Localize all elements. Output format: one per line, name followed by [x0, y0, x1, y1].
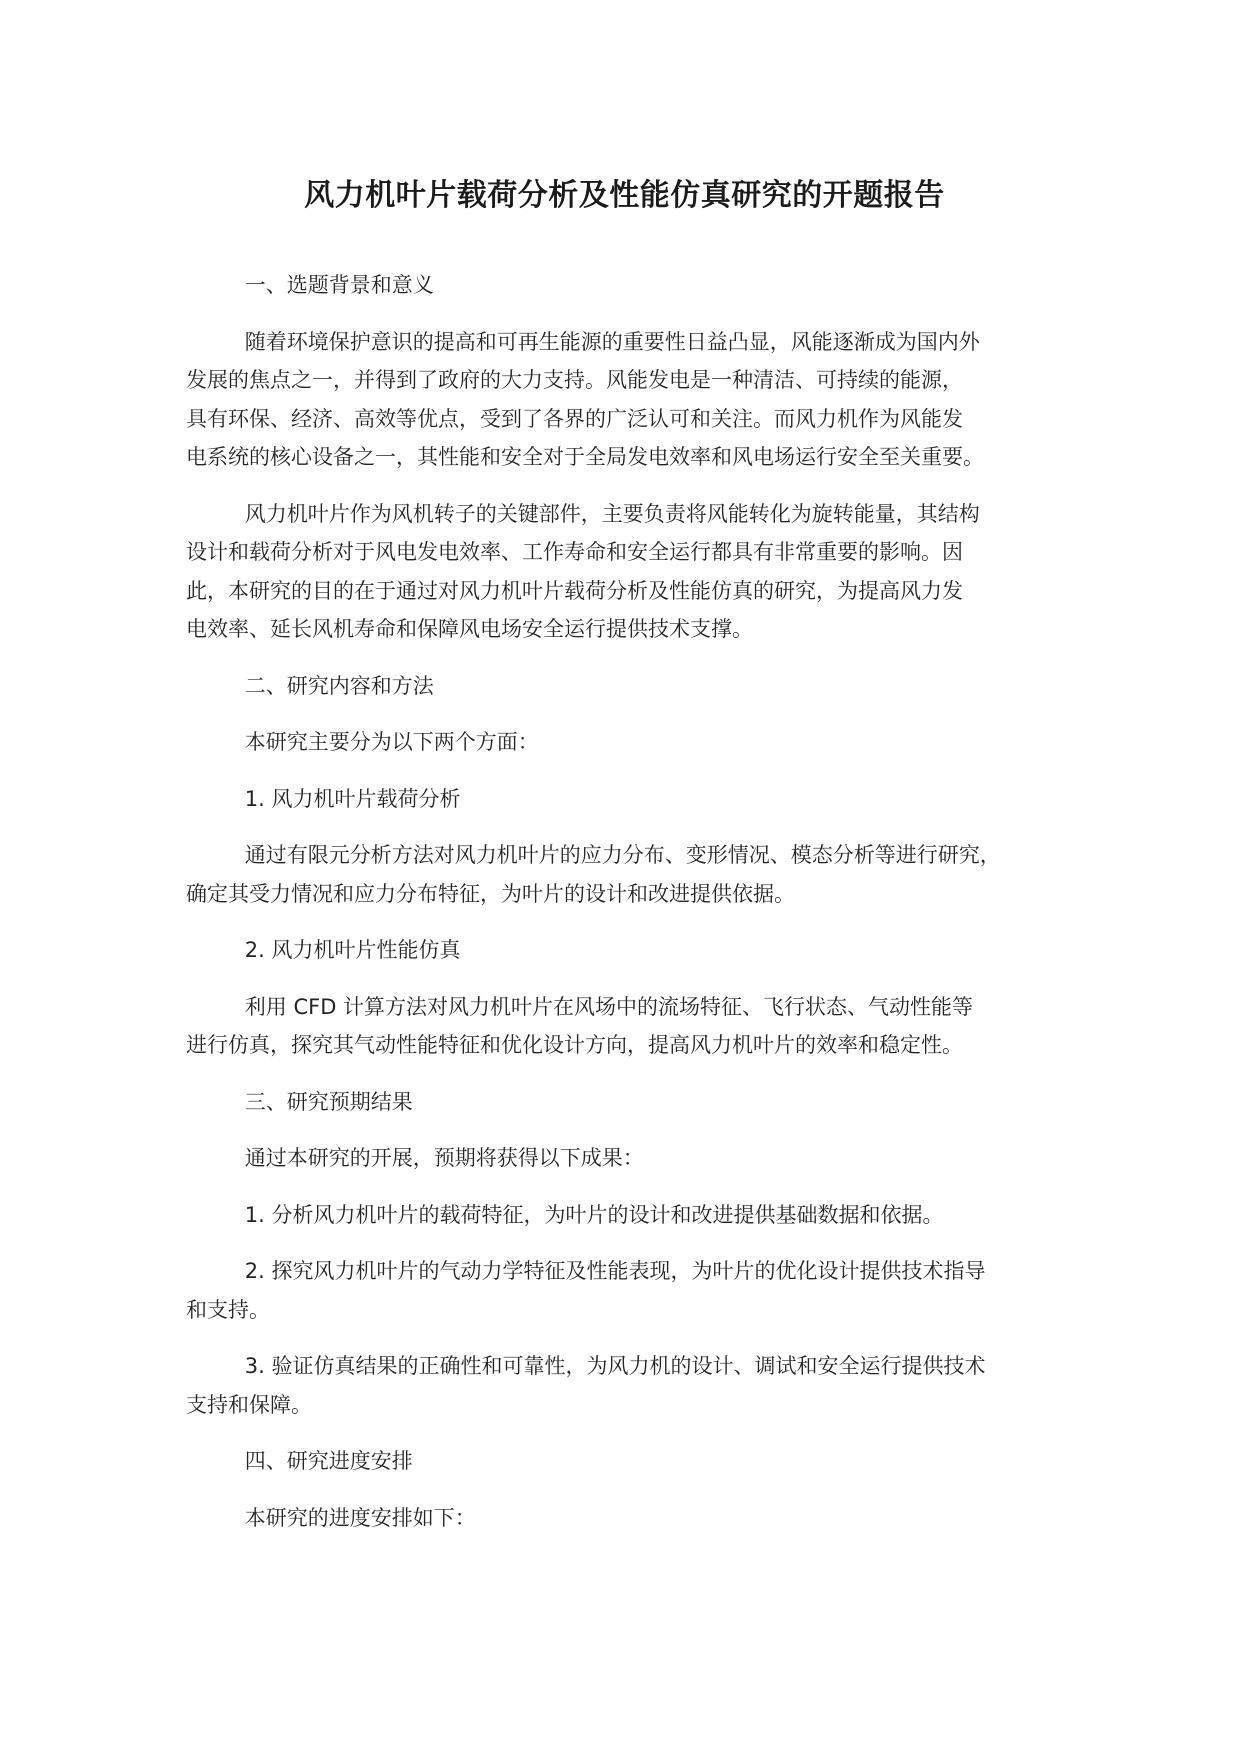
- paragraph-line: 电系统的核心设备之一，其性能和安全对于全局发电效率和风电场运行安全至关重要。: [186, 445, 984, 469]
- paragraph-line: 此，本研究的目的在于通过对风力机叶片载荷分析及性能仿真的研究，为提高风力发: [186, 578, 963, 603]
- section-intro-expected-results: 通过本研究的开展，预期将获得以下成果：: [244, 1146, 644, 1170]
- result-item-1: [186, 1196, 1063, 1235]
- section-intro-schedule: 本研究的进度安排如下：: [244, 1505, 476, 1530]
- paragraph-line: 1. 分析风力机叶片的载荷特征，为叶片的设计和改进提供基础数据和依据。: [244, 1202, 944, 1227]
- method-item-description-performance-simulation: [186, 988, 1063, 1065]
- paragraph-line: 具有环保、经济、高效等优点，受到了各界的广泛认可和关注。而风力机作为风能发: [186, 406, 963, 431]
- paragraph-line: 3. 验证仿真结果的正确性和可靠性，为风力机的设计、调试和安全运行提供技术: [244, 1354, 986, 1378]
- paragraph-background-1: [186, 323, 1063, 477]
- result-item-3: [186, 1347, 1063, 1424]
- paragraph-line: 通过有限元分析方法对风力机叶片的应力分布、变形情况、模态分析等进行研究，: [244, 843, 1001, 867]
- paragraph-line: 随着环境保护意识的提高和可再生能源的重要性日益凸显，风能逐渐成为国内外: [244, 329, 980, 354]
- paragraph-line: 设计和载荷分析对于风电发电效率、工作寿命和安全运行都具有非常重要的影响。因: [186, 540, 963, 564]
- paragraph-line: 进行仿真，探究其气动性能特征和优化设计方向，提高风力机叶片的效率和稳定性。: [186, 1033, 963, 1057]
- paragraph-line: 支持和保障。: [186, 1392, 312, 1417]
- result-item-2: [186, 1252, 1063, 1329]
- paragraph-background-2: [186, 495, 1063, 649]
- method-item-label-load-analysis: 1. 风力机叶片载荷分析: [244, 786, 461, 811]
- paragraph-line: 确定其受力情况和应力分布特征，为叶片的设计和改进提供依据。: [186, 881, 795, 906]
- paragraph-line: 电效率、延长风机寿命和保障风电场安全运行提供技术支撑。: [186, 617, 753, 641]
- section-heading-content-methods: 二、研究内容和方法: [244, 673, 434, 698]
- section-intro-content-methods: 本研究主要分为以下两个方面：: [244, 730, 539, 754]
- document-title: 风力机叶片载荷分析及性能仿真研究的开题报告: [304, 178, 945, 213]
- section-heading-schedule: 四、研究进度安排: [244, 1449, 413, 1473]
- section-heading-expected-results: 三、研究预期结果: [244, 1089, 413, 1114]
- paragraph-line: 和支持。: [186, 1297, 270, 1322]
- method-item-label-performance-simulation: 2. 风力机叶片性能仿真: [244, 938, 461, 962]
- paragraph-line: 2. 探究风力机叶片的气动力学特征及性能表现，为叶片的优化设计提供技术指导: [244, 1259, 986, 1283]
- paragraph-line: 利用 CFD 计算方法对风力机叶片在风场中的流场特征、飞行状态、气动性能等: [244, 994, 974, 1019]
- method-item-description-load-analysis: [186, 836, 1063, 913]
- paragraph-line: 发展的焦点之一，并得到了政府的大力支持。风能发电是一种清洁、可持续的能源，: [186, 368, 963, 392]
- paragraph-line: 风力机叶片作为风机转子的关键部件，主要负责将风能转化为旋转能量，其结构: [244, 501, 980, 526]
- section-heading-background: 一、选题背景和意义: [244, 273, 434, 297]
